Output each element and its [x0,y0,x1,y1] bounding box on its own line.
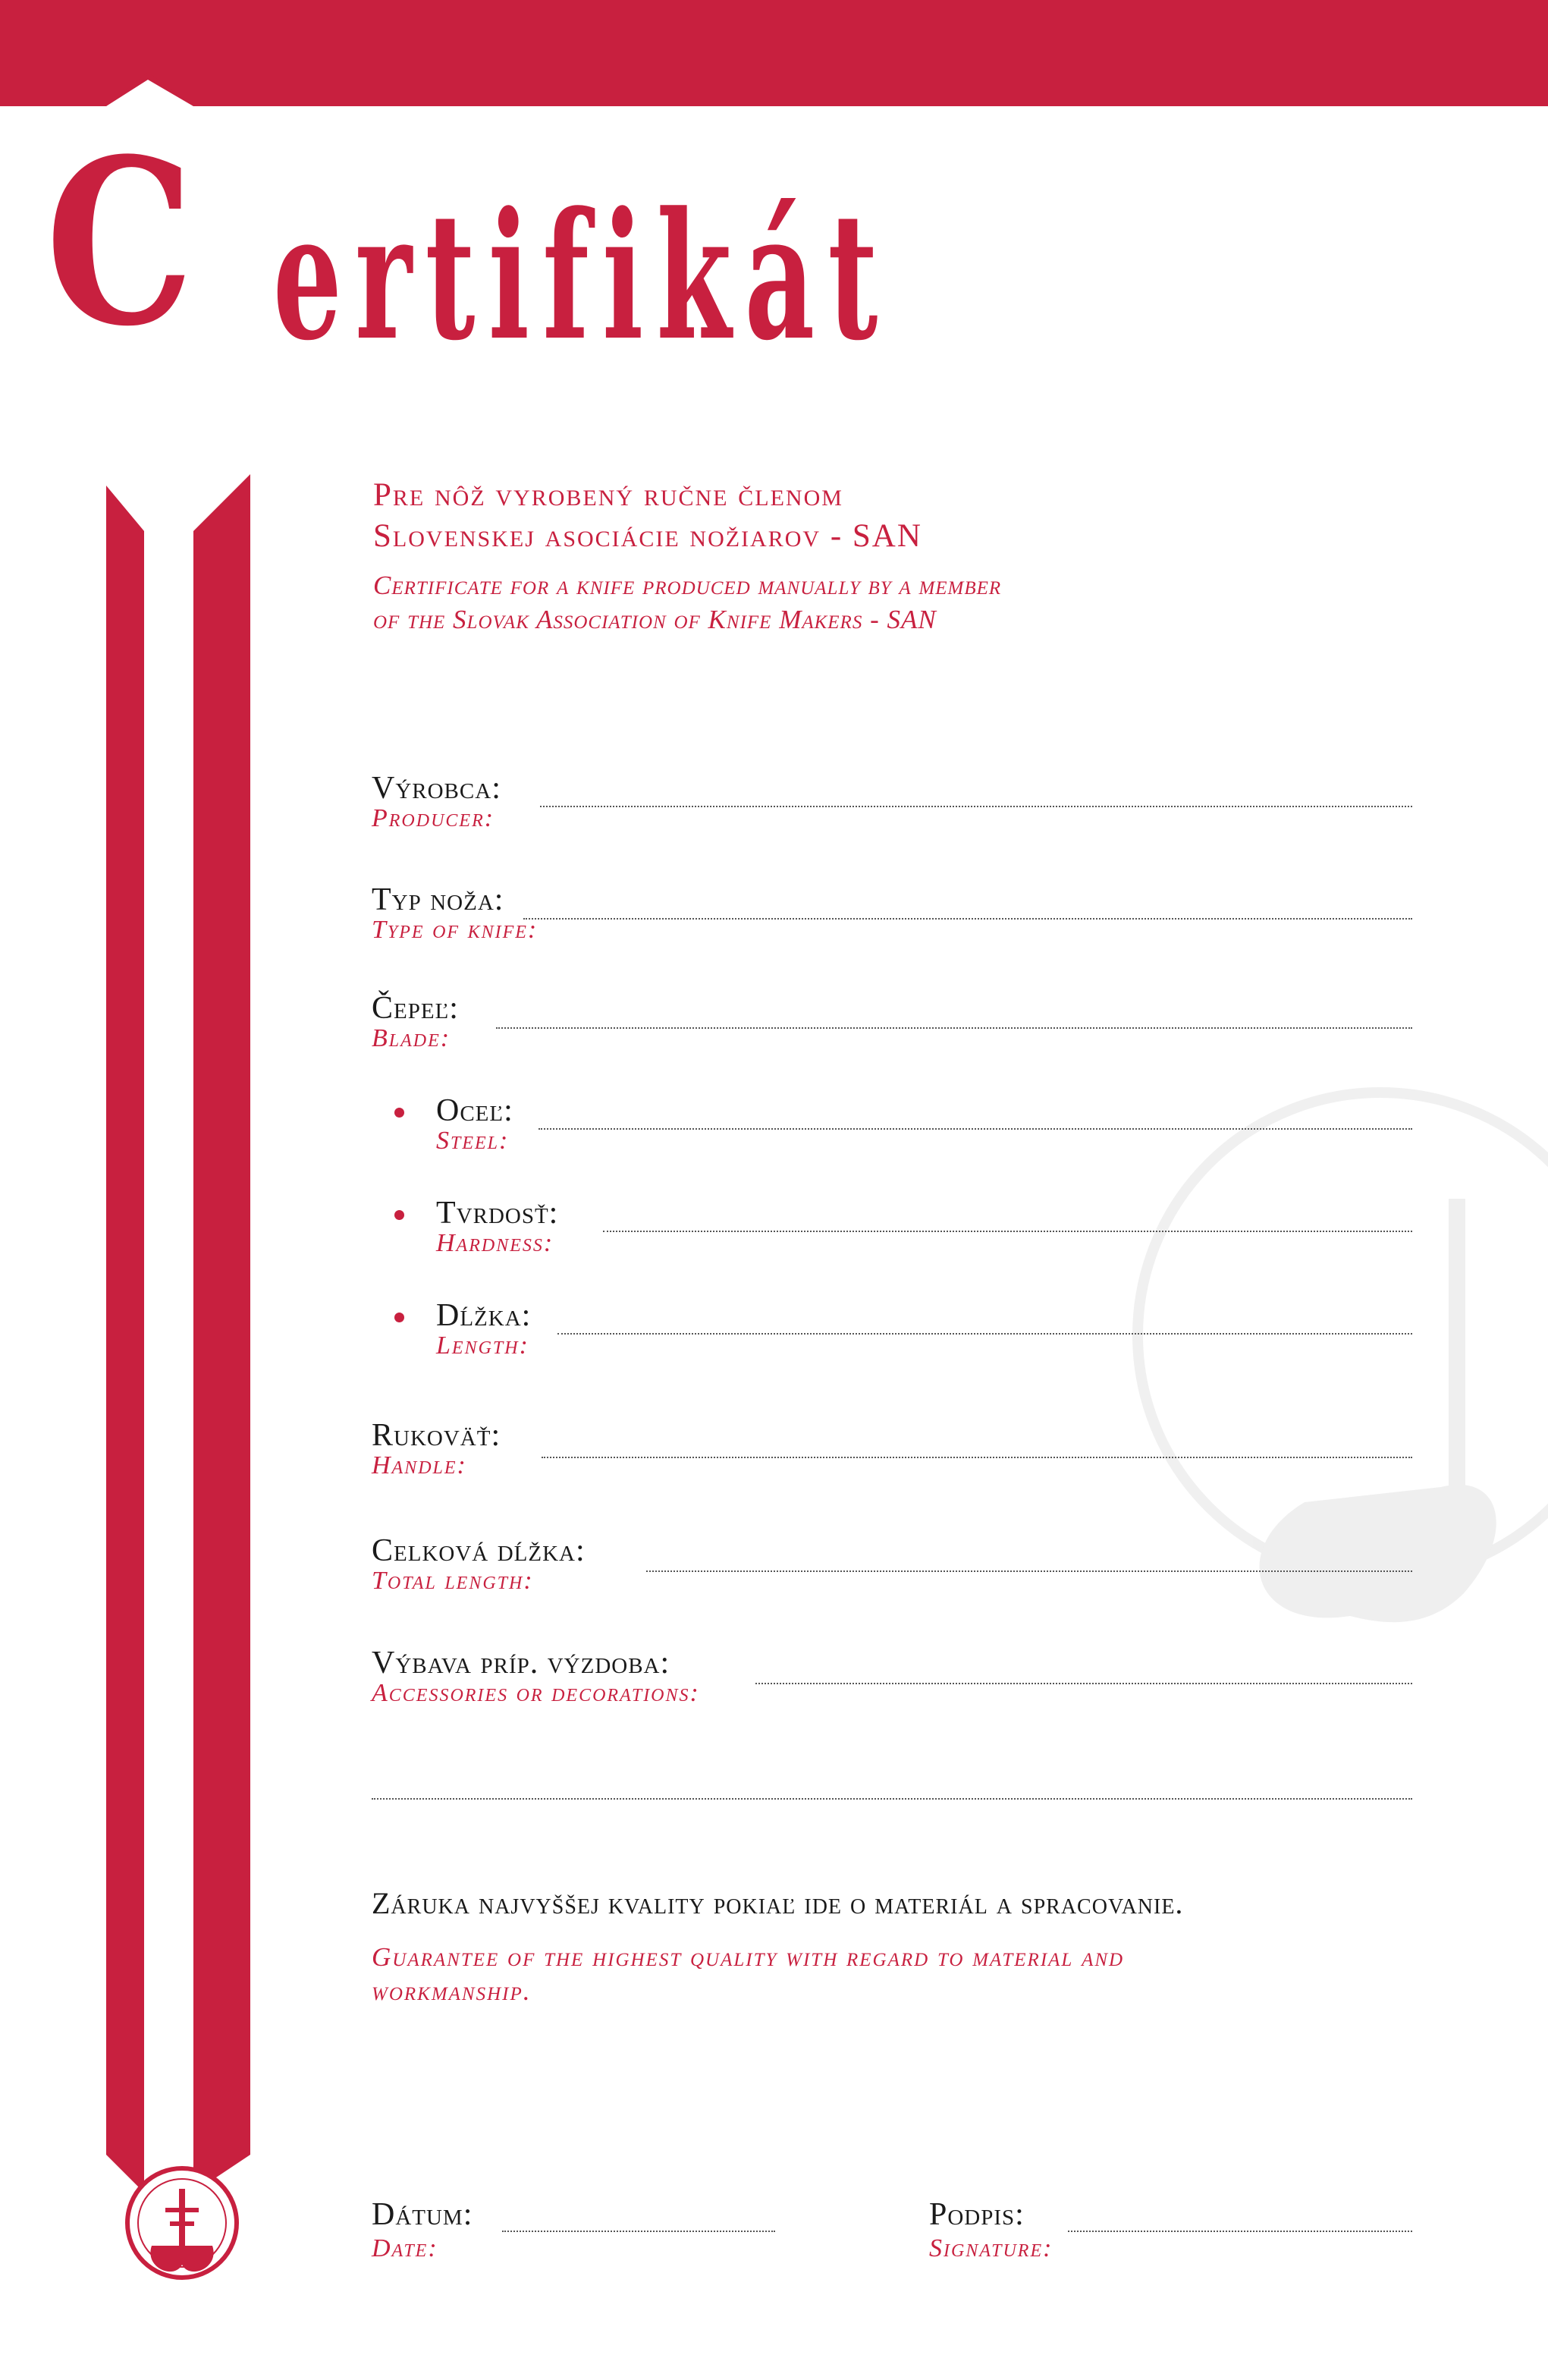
hardness-label: Tvrdosť: [436,1196,559,1231]
date-label: Dátum: [372,2197,473,2232]
subtitle-sk-line-1: Pre nôž vyrobený ručne členom [373,477,843,513]
seal [127,2168,237,2278]
knife-type-label: Typ noža: [372,882,504,917]
producer-field[interactable] [540,806,1412,807]
watermark-seal [1138,1093,1548,1622]
hardness-label-en: Hardness: [436,1229,554,1257]
bullet-icon [394,1210,404,1220]
signature-label: Podpis: [929,2197,1025,2232]
steel-label: Oceľ: [436,1093,513,1128]
date-label-en: Date: [372,2234,438,2262]
guarantee-en-line-2: workmanship. [372,1976,532,2006]
blade-label-en: Blade: [372,1024,451,1052]
signature-field[interactable] [1068,2231,1412,2232]
ribbon-arrow [0,0,250,106]
total-length-label: Celková dĺžka: [372,1533,586,1568]
handle-label: Rukoväť: [372,1418,501,1453]
signature-label-en: Signature: [929,2234,1053,2262]
length-field[interactable] [557,1333,1412,1335]
producer-label-en: Producer: [372,804,495,832]
handle-label-en: Handle: [372,1451,467,1479]
accessories-field[interactable] [755,1683,1412,1684]
hardness-field[interactable] [603,1231,1412,1232]
date-field[interactable] [502,2231,775,2232]
blade-label: Čepeľ: [372,991,459,1026]
handle-field[interactable] [542,1457,1412,1458]
guarantee-en-line-1: Guarantee of the highest quality with regard to material and [372,1942,1125,1972]
bullet-icon [394,1313,404,1322]
steel-field[interactable] [539,1128,1412,1130]
left-ribbon-outer [106,486,144,2193]
certificate-title [46,108,891,379]
total-length-label-en: Total length: [372,1567,534,1595]
length-label: Dĺžka: [436,1298,532,1333]
subtitle-en-line-1: Certificate for a knife produced manually by a member [373,571,1002,600]
knife-type-label-en: Type of knife: [372,916,539,944]
accessories-label: Výbava príp. výzdoba: [372,1646,670,1680]
subtitle-en-line-2: of the Slovak Association of Knife Makers - SAN [373,605,937,634]
total-length-field[interactable] [646,1570,1412,1572]
producer-label: Výrobca: [372,771,501,806]
knife-type-field[interactable] [523,918,1412,920]
bullet-icon [394,1108,404,1118]
title-initial: C [46,108,194,376]
accessories-label-en: Accessories or decorations: [372,1679,700,1707]
subtitle-sk-line-2: Slovenskej asociácie nožiarov - SAN [373,518,922,554]
title-rest: ertifikát [273,174,891,379]
length-label-en: Length: [436,1331,529,1360]
left-ribbon-inner [193,474,250,2193]
accessories-field-line-2[interactable] [372,1798,1412,1800]
blade-field[interactable] [496,1027,1412,1029]
steel-label-en: Steel: [436,1127,510,1155]
guarantee-sk: Záruka najvyššej kvality pokiaľ ide o materiál a spracovanie. [372,1886,1184,1920]
